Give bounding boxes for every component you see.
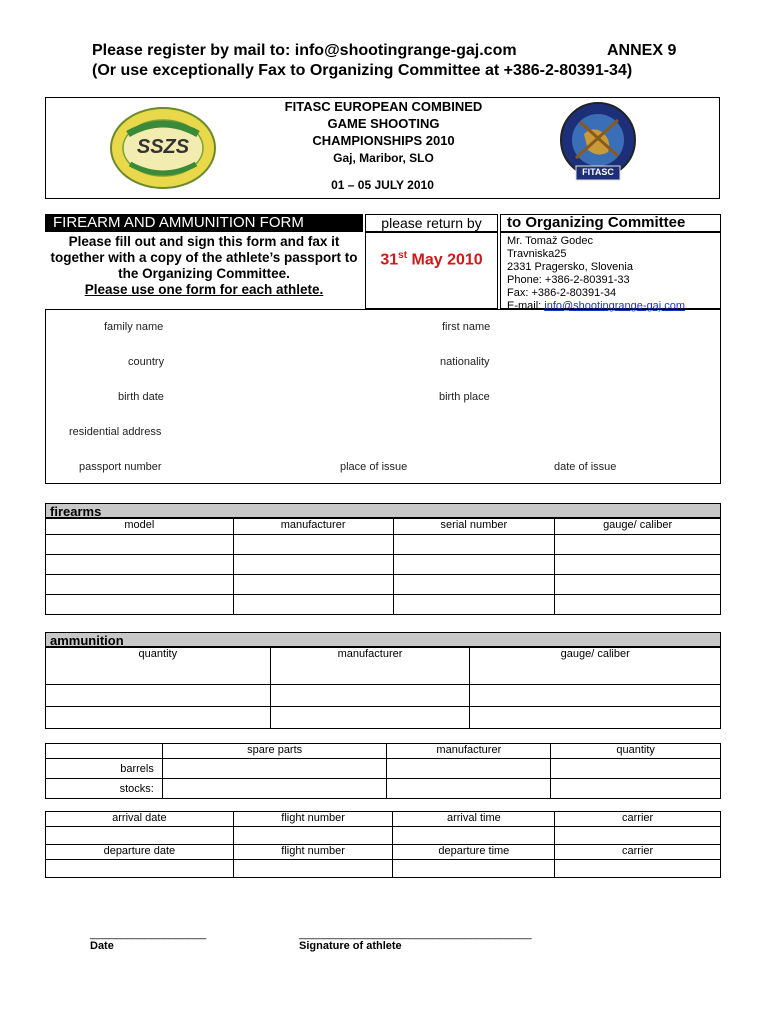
contact-fax: Fax: +386-2-80391-34 xyxy=(507,287,617,299)
residential-address-label: residential address xyxy=(69,426,162,438)
contact-box xyxy=(500,232,721,312)
event-title-line1: FITASC EUROPEAN COMBINED xyxy=(284,99,483,114)
birth-date-label: birth date xyxy=(118,391,164,403)
date-label: Date xyxy=(90,940,114,952)
arrival-date-label: arrival date xyxy=(46,812,234,827)
date-of-issue-label: date of issue xyxy=(554,461,617,473)
annex-label: ANNEX 9 xyxy=(607,42,677,59)
spares-col-parts: spare parts xyxy=(162,744,387,759)
table-row[interactable] xyxy=(46,535,721,555)
ammunition-section-title: ammunition xyxy=(45,632,721,647)
nationality-label: nationality xyxy=(440,356,490,368)
ammunition-col-gauge: gauge/ caliber xyxy=(470,648,721,685)
table-row[interactable] xyxy=(46,685,721,707)
spare-parts-table xyxy=(45,743,721,799)
travel-table xyxy=(45,811,721,878)
firearms-table xyxy=(45,518,721,615)
personal-info-box xyxy=(45,309,721,484)
passport-number-label: passport number xyxy=(79,461,162,473)
to-committee-label: to Organizing Committee xyxy=(500,214,721,232)
contact-name: Mr. Tomaž Godec xyxy=(507,235,593,247)
firearms-col-model: model xyxy=(46,519,234,535)
form-instructions xyxy=(45,234,363,298)
country-label: country xyxy=(128,356,165,368)
contact-email-link[interactable]: info@shootingrange-gaj.com xyxy=(544,300,686,312)
deadline-day: 31 xyxy=(380,251,399,269)
table-row[interactable] xyxy=(46,779,721,799)
event-title xyxy=(246,98,521,167)
form-title: FIREARM AND AMMUNITION FORM xyxy=(45,214,363,232)
instructions-underlined: Please use one form for each athlete. xyxy=(84,282,324,297)
table-row[interactable] xyxy=(46,827,721,845)
contact-city: 2331 Pragersko, Slovenia xyxy=(507,261,633,273)
table-row[interactable] xyxy=(46,595,721,615)
event-dates: 01 – 05 JULY 2010 xyxy=(331,178,434,192)
table-row[interactable] xyxy=(46,707,721,729)
fitasc-logo xyxy=(558,100,638,188)
event-title-line3: CHAMPIONSHIPS 2010 xyxy=(312,133,455,148)
sszs-logo-text: SSZS xyxy=(136,136,190,158)
table-row[interactable] xyxy=(46,759,721,779)
firearms-col-manufacturer: manufacturer xyxy=(233,519,393,535)
birth-place-label: birth place xyxy=(439,391,490,403)
firearms-col-gauge: gauge/ caliber xyxy=(555,519,721,535)
ammunition-col-manufacturer: manufacturer xyxy=(270,648,470,685)
firearms-section-title: firearms xyxy=(45,503,721,518)
arrival-time-label: arrival time xyxy=(393,812,555,827)
contact-phone: Phone: +386-2-80391-33 xyxy=(507,274,630,286)
signature-label: Signature of athlete xyxy=(299,940,402,952)
departure-date-label: departure date xyxy=(46,845,234,860)
deadline-sup: st xyxy=(398,250,408,261)
fitasc-logo-text: FITASC xyxy=(582,167,614,177)
family-name-label: family name xyxy=(104,321,164,333)
arrival-flight-label: flight number xyxy=(233,812,393,827)
return-label: please return by xyxy=(365,214,498,232)
ammunition-col-quantity: quantity xyxy=(46,648,271,685)
instructions-text: Please fill out and sign this form and fax it together with a copy of the athlete’s passport to the Organizing Committee. xyxy=(50,234,358,281)
header-fax-line: (Or use exceptionally Fax to Organizing Committee at +386-2-80391-34) xyxy=(92,62,633,79)
ammunition-table xyxy=(45,647,721,729)
signature-line: ______________________________________ xyxy=(299,928,532,940)
spares-row-stocks: stocks: xyxy=(46,779,163,799)
first-name-label: first name xyxy=(442,321,491,333)
event-place: Gaj, Maribor, SLO xyxy=(333,151,434,165)
date-line: ___________________ xyxy=(90,928,207,940)
firearms-col-serial: serial number xyxy=(393,519,555,535)
contact-street: Travniska25 xyxy=(507,248,567,260)
spares-col-quantity: quantity xyxy=(551,744,721,759)
deadline-month-year: May 2010 xyxy=(407,251,483,269)
header-register-line: Please register by mail to: info@shootingrange-gaj.com xyxy=(92,42,517,59)
table-row[interactable] xyxy=(46,575,721,595)
place-of-issue-label: place of issue xyxy=(340,461,408,473)
deadline-date xyxy=(366,250,497,269)
event-title-line2: GAME SHOOTING xyxy=(327,116,440,131)
deadline-box xyxy=(365,232,498,309)
departure-carrier-label: carrier xyxy=(555,845,721,860)
spares-row-barrels: barrels xyxy=(46,759,163,779)
table-row[interactable] xyxy=(46,555,721,575)
table-row[interactable] xyxy=(46,860,721,878)
departure-time-label: departure time xyxy=(393,845,555,860)
arrival-carrier-label: carrier xyxy=(555,812,721,827)
departure-flight-label: flight number xyxy=(233,845,393,860)
spares-col-manufacturer: manufacturer xyxy=(387,744,551,759)
contact-email-label: E-mail: xyxy=(507,300,545,312)
